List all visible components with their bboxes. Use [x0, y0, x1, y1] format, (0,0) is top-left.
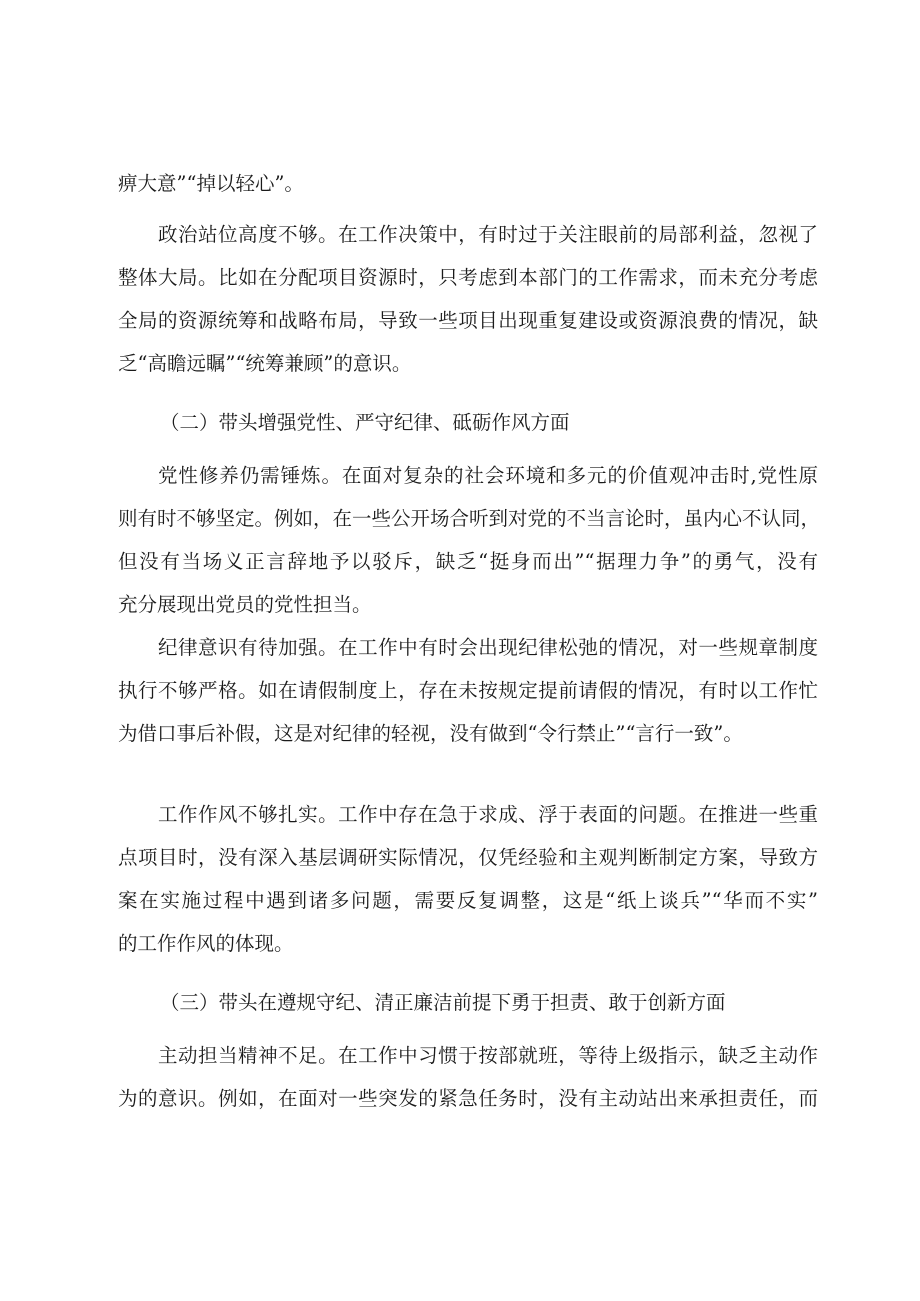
paragraph-line: 点项目时，没有深入基层调研实际情况，仅凭经验和主观判断制定方案，导致方 [118, 846, 818, 869]
paragraph-line: 乏“高瞻远瞩”“统筹兼顾”的意识。 [118, 352, 412, 375]
paragraph-line: 主动担当精神不足。在工作中习惯于按部就班，等待上级指示，缺乏主动作 [158, 1044, 818, 1067]
paragraph-line: 党性修养仍需锤炼。在面对复杂的社会环境和多元的价值观冲击时,党性原 [158, 464, 818, 487]
section-heading: （三）带头在遵规守纪、清正廉洁前提下勇于担责、敢于创新方面 [160, 991, 726, 1014]
paragraph-line: 为的意识。例如，在面对一些突发的紧急任务时，没有主动站出来承担责任，而 [118, 1087, 818, 1110]
paragraph-line: 纪律意识有待加强。在工作中有时会出现纪律松弛的情况，对一些规章制度 [158, 636, 818, 659]
paragraph-line: 案在实施过程中遇到诸多问题，需要反复调整，这是“纸上谈兵”“华而不实” [118, 889, 818, 912]
paragraph-line: 全局的资源统筹和战略布局，导致一些项目出现重复建设或资源浪费的情况，缺 [118, 309, 818, 332]
paragraph-line: 但没有当场义正言辞地予以驳斥，缺乏“挺身而出”“据理力争”的勇气，没有 [118, 550, 818, 573]
paragraph-line: 政治站位高度不够。在工作决策中，有时过于关注眼前的局部利益，忽视了 [158, 223, 818, 246]
paragraph-line: 则有时不够坚定。例如，在一些公开场合听到对党的不当言论时，虽内心不认同， [118, 507, 821, 530]
paragraph-line: 的工作作风的体现。 [118, 932, 294, 955]
paragraph-line: 执行不够严格。如在请假制度上，存在未按规定提前请假的情况，有时以工作忙 [118, 679, 818, 702]
paragraph-line: 工作作风不够扎实。工作中存在急于求成、浮于表面的问题。在推进一些重 [158, 803, 818, 826]
paragraph-line: 整体大局。比如在分配项目资源时，只考虑到本部门的工作需求，而未充分考虑 [118, 266, 818, 289]
paragraph-line: 充分展现出党员的党性担当。 [118, 593, 372, 616]
paragraph-line: 痹大意”“掉以轻心”。 [118, 172, 304, 195]
paragraph-line: 为借口事后补假，这是对纪律的轻视，没有做到“令行禁止”“言行一致”。 [118, 722, 743, 745]
section-heading: （二）带头增强党性、严守纪律、砥砺作风方面 [160, 411, 570, 434]
